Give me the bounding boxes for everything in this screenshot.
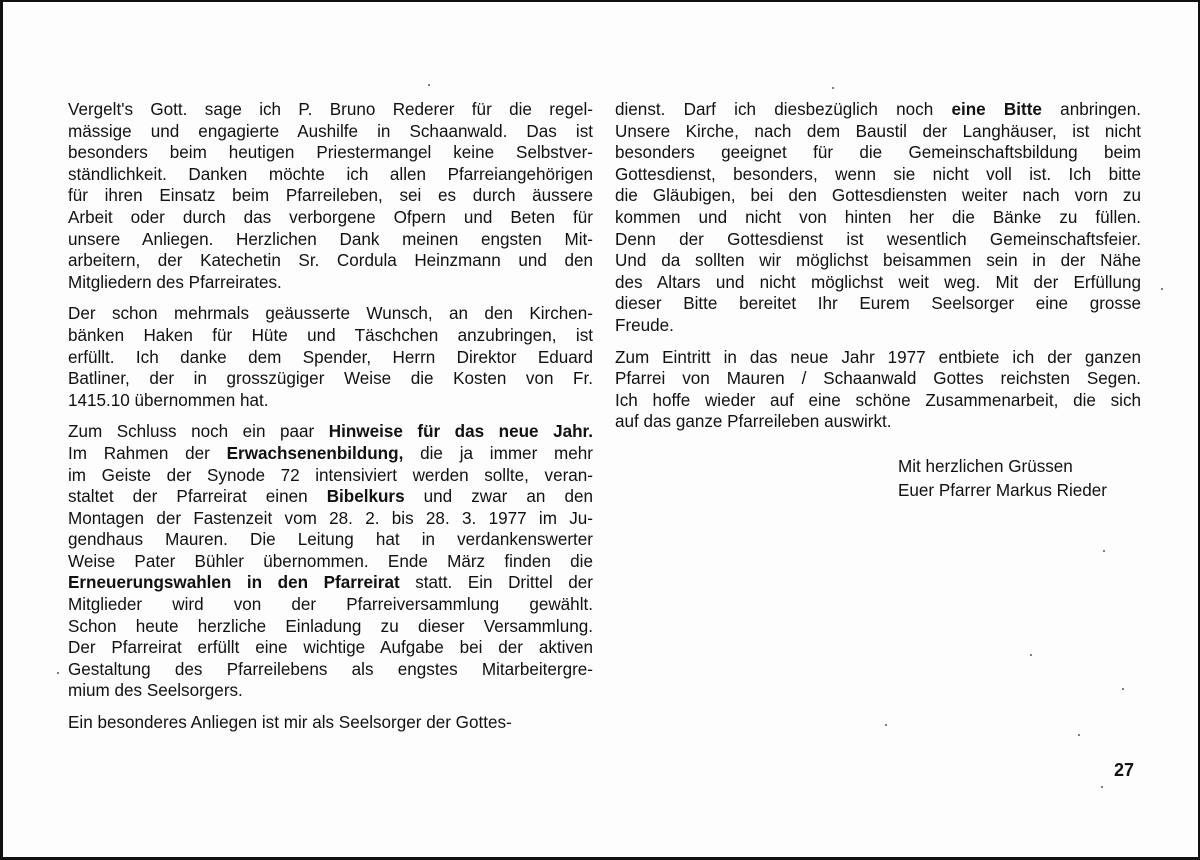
- text-segment: arbeitern, der Katechetin Sr. Cordula Heinzmann und den: [68, 251, 593, 271]
- text-segment: Mitgliedern des Pfarreirates.: [68, 272, 282, 292]
- text-line: [68, 443, 593, 465]
- text-line: [68, 680, 593, 702]
- text-segment: Weise Pater Bühler übernommen. Ende März finden die: [68, 551, 593, 571]
- text-line: [615, 229, 1141, 251]
- scan-speck: [1161, 288, 1163, 290]
- text-line: [68, 637, 593, 659]
- text-line: [68, 250, 593, 272]
- bold-phrase: Hinweise für das neue Jahr.: [328, 422, 593, 442]
- text-line: [68, 347, 593, 369]
- text-line: [615, 185, 1141, 207]
- text-line: [68, 185, 593, 207]
- text-segment: kommen und nicht von hinten her die Bänke zu füllen.: [615, 207, 1141, 227]
- scan-speck: [428, 84, 430, 86]
- text-segment: des Altars und nicht möglichst weit weg. Mit der Erfüllung: [615, 272, 1141, 292]
- text-line: [615, 368, 1141, 390]
- paragraph: [68, 99, 593, 293]
- text-segment: dieser Bitte bereitet Ihr Eurem Seelsorger eine grosse: [615, 294, 1141, 314]
- text-segment: Batliner, der in grosszügiger Weise die Kosten von Fr.: [68, 369, 593, 389]
- text-segment: ständlichkeit. Danken möchte ich allen Pfarreiangehörigen: [68, 164, 593, 184]
- text-line: [68, 616, 593, 638]
- text-line: [68, 551, 593, 573]
- text-line: [68, 272, 593, 294]
- text-segment: staltet der Pfarreirat einen: [68, 487, 327, 507]
- scan-speck: [885, 724, 887, 726]
- page-number: 27: [1114, 760, 1135, 780]
- text-segment: die ja immer mehr: [403, 443, 593, 463]
- text-line: [615, 315, 1141, 337]
- bold-phrase: Bibelkurs: [326, 487, 405, 507]
- text-segment: Im Rahmen der: [68, 443, 227, 463]
- text-segment: anbringen.: [1041, 100, 1141, 119]
- right-text-column: [615, 99, 1141, 443]
- text-line: [68, 121, 593, 143]
- text-segment: Und da sollten wir möglichst beisammen sein in der Nähe: [615, 251, 1141, 271]
- paragraph: [68, 303, 593, 411]
- text-segment: die Gläubigen, bei den Gottesdiensten weiter nach vorn zu: [615, 186, 1141, 206]
- text-line: [68, 421, 593, 443]
- text-line: [68, 390, 593, 412]
- text-segment: Pfarrei von Mauren / Schaanwald Gottes reichsten Segen.: [615, 369, 1141, 389]
- text-segment: Zum Schluss noch ein paar: [68, 422, 329, 442]
- text-line: [68, 486, 593, 508]
- text-line: [68, 659, 593, 681]
- bold-phrase: Erneuerungswahlen in den Pfarreirat: [68, 573, 400, 593]
- scan-speck: [832, 87, 834, 89]
- text-line: [68, 594, 593, 616]
- text-segment: Arbeit oder durch das verborgene Ofpern und Beten für: [68, 207, 593, 227]
- text-segment: Mitglieder wird von der Pfarreiversammlung gewählt.: [68, 595, 593, 615]
- bold-phrase: eine Bitte: [951, 100, 1042, 119]
- text-line: [68, 229, 593, 251]
- text-line: [615, 347, 1141, 369]
- text-segment: Denn der Gottesdienst ist wesentlich Gemeinschaftsfeier.: [615, 229, 1141, 249]
- text-segment: bänken Haken für Hüte und Täschchen anzubringen, ist: [68, 325, 593, 345]
- text-line: [68, 368, 593, 390]
- text-segment: statt. Ein Drittel der: [399, 573, 593, 593]
- text-line: [615, 99, 1141, 121]
- text-segment: im Geiste der Synode 72 intensiviert werden sollte, veran-: [68, 465, 593, 485]
- text-line: [615, 411, 1141, 433]
- text-line: [68, 303, 593, 325]
- text-segment: Der Pfarreirat erfüllt eine wichtige Aufgabe bei der aktiven: [68, 638, 593, 658]
- text-segment: Unsere Kirche, nach dem Baustil der Langhäuser, ist nicht: [615, 121, 1141, 141]
- text-line: [615, 390, 1141, 412]
- closing-signer: Euer Pfarrer Markus Rieder: [898, 481, 1107, 500]
- text-segment: gendhaus Mauren. Die Leitung hat in verdankenswerter: [68, 530, 593, 550]
- closing-signature: [898, 455, 1107, 503]
- closing-greeting: Mit herzlichen Grüssen: [898, 457, 1073, 476]
- text-segment: Gottesdienst, besonders, wenn sie nicht voll ist. Ich bitte: [615, 164, 1141, 184]
- text-segment: besonders beim heutigen Priestermangel keine Selbstver-: [68, 143, 593, 163]
- text-segment: und zwar an den: [404, 487, 593, 507]
- text-line: [68, 164, 593, 186]
- text-segment: Gestaltung des Pfarreilebens als engstes Mitarbeitergre-: [68, 659, 593, 679]
- scan-speck: [1122, 688, 1124, 690]
- scan-speck: [1101, 786, 1103, 788]
- paragraph: [615, 99, 1141, 337]
- text-line: [68, 142, 593, 164]
- text-line: [68, 712, 593, 734]
- scan-speck: [1103, 550, 1105, 552]
- text-segment: unsere Anliegen. Herzlichen Dank meinen engsten Mit-: [68, 229, 593, 249]
- text-segment: erfüllt. Ich danke dem Spender, Herrn Direktor Eduard: [68, 347, 593, 367]
- text-segment: Der schon mehrmals geäusserte Wunsch, an den Kirchen-: [68, 304, 593, 324]
- text-line: [615, 250, 1141, 272]
- bold-phrase: Erwachsenenbildung,: [226, 443, 404, 463]
- text-line: [615, 142, 1141, 164]
- text-segment: mium des Seelsorgers.: [68, 681, 243, 701]
- text-line: [68, 207, 593, 229]
- text-segment: dienst. Darf ich diesbezüglich noch: [615, 100, 952, 119]
- text-segment: Freude.: [615, 315, 674, 335]
- text-line: [68, 572, 593, 594]
- text-line: [615, 272, 1141, 294]
- scan-speck: [1030, 654, 1032, 656]
- text-segment: Schon heute herzliche Einladung zu dieser Versammlung.: [68, 616, 593, 636]
- left-text-column: [68, 99, 593, 744]
- text-line: [68, 508, 593, 530]
- text-segment: für ihren Einsatz beim Pfarreileben, sei es durch äussere: [68, 186, 593, 206]
- text-segment: Zum Eintritt in das neue Jahr 1977 entbiete ich der ganzen: [615, 347, 1141, 367]
- text-segment: besonders geeignet für die Gemeinschaftsbildung beim: [615, 143, 1141, 163]
- text-segment: Ich hoffe wieder auf eine schöne Zusammenarbeit, die sich: [615, 390, 1141, 410]
- text-segment: Vergelt's Gott. sage ich P. Bruno Rederer für die regel-: [68, 100, 593, 119]
- scan-speck: [1078, 734, 1080, 736]
- scan-speck: [57, 672, 59, 674]
- text-line: [615, 121, 1141, 143]
- text-segment: 1415.10 übernommen hat.: [68, 390, 269, 410]
- text-line: [615, 207, 1141, 229]
- text-segment: Ein besonderes Anliegen ist mir als Seelsorger der Gottes-: [68, 713, 512, 733]
- text-line: [68, 529, 593, 551]
- text-line: [68, 465, 593, 487]
- text-segment: auf das ganze Pfarreileben auswirkt.: [615, 412, 892, 432]
- text-line: [68, 325, 593, 347]
- text-line: [615, 293, 1141, 315]
- paragraph: [68, 421, 593, 702]
- paragraph: [615, 347, 1141, 433]
- paragraph: [68, 712, 593, 734]
- text-segment: Montagen der Fastenzeit vom 28. 2. bis 28. 3. 1977 im Ju-: [68, 508, 593, 528]
- text-line: [615, 164, 1141, 186]
- text-segment: mässige und engagierte Aushilfe in Schaanwald. Das ist: [68, 121, 593, 141]
- text-line: [68, 99, 593, 121]
